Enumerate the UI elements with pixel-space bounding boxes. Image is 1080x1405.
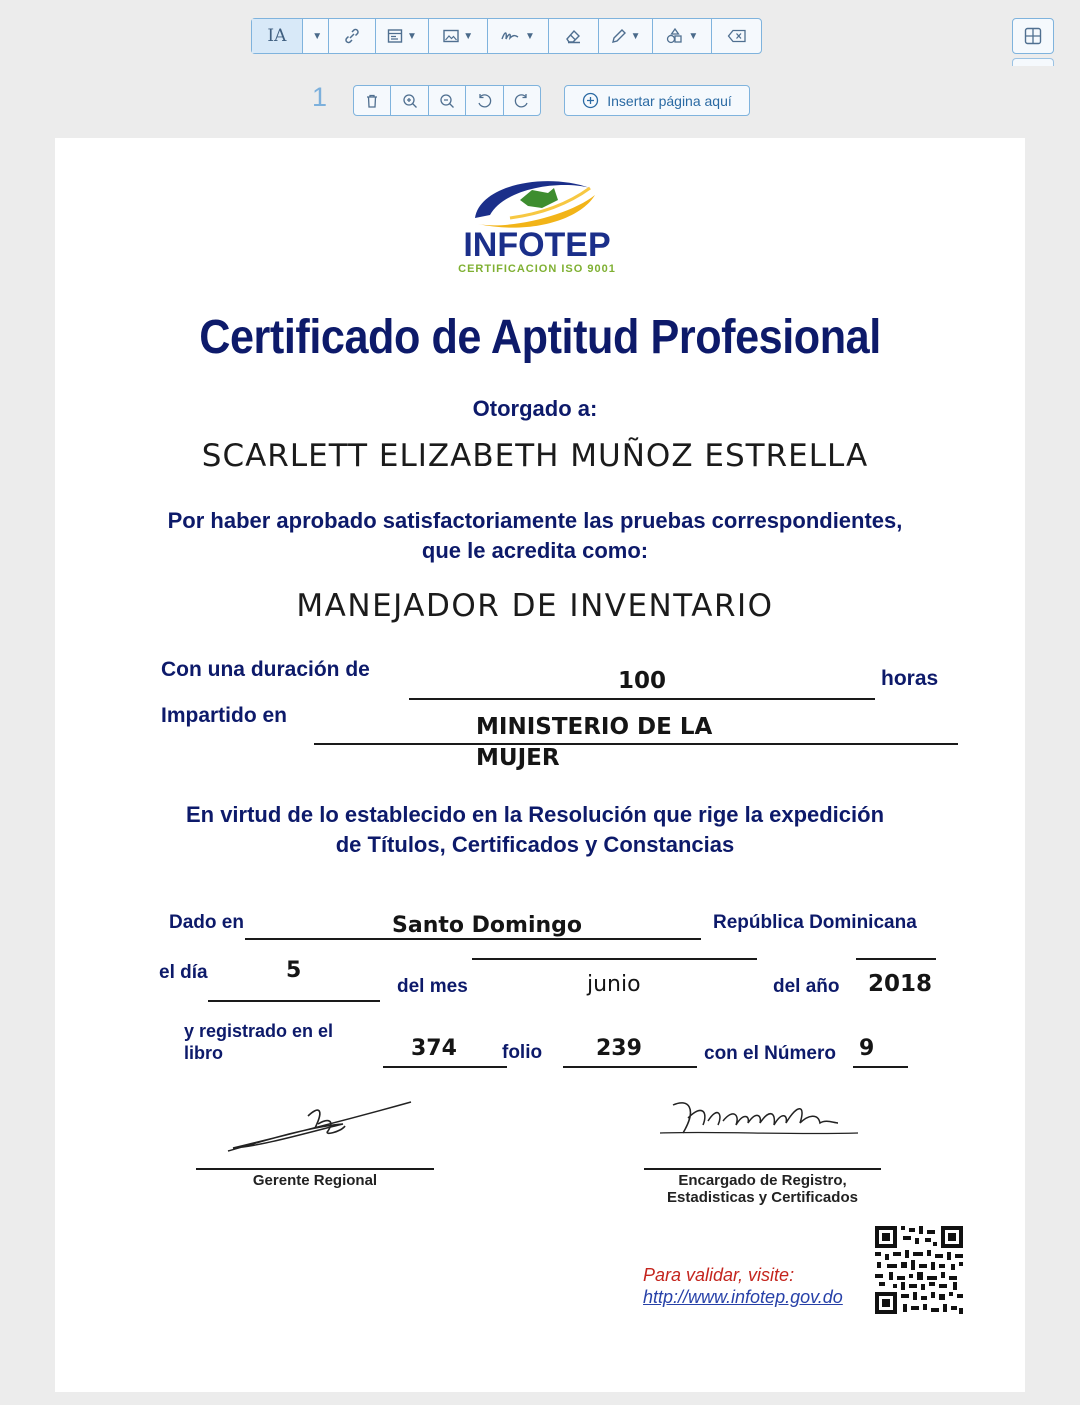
- year-value: 2018: [868, 971, 933, 997]
- rotate-right-icon: [514, 93, 530, 109]
- institution-underline: [314, 743, 958, 745]
- image-tool-button[interactable]: [429, 19, 488, 53]
- rotate-left-button[interactable]: [466, 86, 503, 115]
- plus-circle-icon: [582, 92, 599, 109]
- form-icon: [387, 28, 403, 44]
- institution-line-1: MINISTERIO DE LA: [476, 714, 713, 740]
- rotate-left-icon: [476, 93, 492, 109]
- trash-icon: [364, 93, 380, 109]
- certificate-page: [55, 138, 1025, 1392]
- recipient-name: SCARLETT ELIZABETH MUÑOZ ESTRELLA: [201, 438, 869, 474]
- collapsed-panel-button[interactable]: [1012, 58, 1054, 66]
- reason-line-1: Por haber aprobado satisfactoriamente las pruebas correspondientes,: [167, 508, 903, 533]
- institution-line-2: MUJER: [476, 745, 560, 771]
- registered-label-line-2: libro: [184, 1043, 223, 1063]
- occupation: MANEJADOR DE INVENTARIO: [296, 588, 774, 624]
- page-tools: [353, 85, 541, 116]
- ai-tool-button[interactable]: [252, 19, 303, 53]
- resolution-text: [55, 800, 1015, 860]
- draw-tool-button[interactable]: [488, 19, 549, 53]
- hours-label: horas: [881, 667, 939, 690]
- shapes-icon: [666, 28, 684, 44]
- insert-page-label: Insertar página aquí: [607, 92, 732, 109]
- number-underline: [853, 1066, 908, 1068]
- validate-link[interactable]: http://www.infotep.gov.do: [643, 1287, 843, 1307]
- chevron-down-icon: ▼: [524, 30, 535, 42]
- pencil-icon: [611, 28, 627, 44]
- folio-label: folio: [502, 1042, 543, 1063]
- chevron-down-icon: ▼: [688, 30, 699, 42]
- eraser-tool-button[interactable]: [549, 19, 599, 53]
- given-label: Dado en: [169, 912, 244, 933]
- chevron-down-icon: ▼: [463, 30, 474, 42]
- year-overline: [856, 958, 936, 960]
- qr-code: [873, 1224, 965, 1316]
- year-label: del año: [773, 976, 840, 997]
- registered-label: [184, 1020, 333, 1064]
- registered-label-line-1: y registrado en el: [184, 1021, 334, 1041]
- right-caption-line-2: Estadisticas y Certificados: [667, 1189, 858, 1206]
- month-label: del mes: [397, 976, 468, 997]
- rotate-right-button[interactable]: [504, 86, 540, 115]
- signature-icon: [501, 29, 521, 43]
- right-caption-line-1: Encargado de Registro,: [678, 1172, 847, 1189]
- delete-page-button[interactable]: [354, 86, 391, 115]
- zoom-in-icon: [402, 93, 418, 109]
- zoom-out-button[interactable]: [429, 86, 466, 115]
- zoom-in-button[interactable]: [391, 86, 428, 115]
- month-overline: [472, 958, 757, 960]
- logo-subtitle: CERTIFICACION ISO 9001: [458, 263, 616, 275]
- grid-view-button[interactable]: [1012, 18, 1054, 54]
- number-value: 9: [859, 1036, 875, 1061]
- left-signature-caption: Gerente Regional: [252, 1172, 378, 1189]
- imparted-label: Impartido en: [161, 704, 288, 727]
- city-value: Santo Domingo: [392, 913, 583, 938]
- folio-value: 239: [596, 1036, 642, 1061]
- country-label: República Dominicana: [713, 912, 917, 933]
- link-icon: [343, 27, 361, 45]
- month-value: junio: [587, 972, 641, 997]
- book-underline: [383, 1066, 507, 1068]
- left-signature-line: [196, 1168, 434, 1170]
- duration-underline: [409, 698, 875, 700]
- delete-tool-button[interactable]: [712, 19, 761, 53]
- image-icon: [443, 29, 459, 43]
- eraser-icon: [564, 28, 582, 44]
- folio-underline: [563, 1066, 697, 1068]
- editor-toolbar: [251, 18, 762, 54]
- resolution-line-1: En virtud de lo establecido en la Resolución que rige la expedición: [185, 802, 885, 827]
- left-signature: [223, 1096, 423, 1156]
- chevron-down-icon: ▼: [406, 30, 417, 42]
- number-label: con el Número: [704, 1043, 836, 1064]
- resolution-line-2: de Títulos, Certificados y Constancias: [335, 832, 735, 857]
- certificate-title: Certificado de Aptitud Profesional: [199, 311, 881, 364]
- right-signature-caption: [644, 1172, 881, 1206]
- chevron-down-icon: ▼: [630, 30, 641, 42]
- city-underline: [245, 938, 701, 940]
- duration-value: 100: [617, 668, 666, 694]
- book-value: 374: [411, 1036, 457, 1061]
- validate-text: Para validar, visite:: [643, 1265, 795, 1285]
- infotep-logo: [450, 160, 625, 280]
- logo-text: INFOTEP: [463, 226, 611, 264]
- reason-line-2: que le acredita como:: [421, 538, 649, 563]
- ai-tool-dropdown[interactable]: [303, 19, 329, 53]
- zoom-out-icon: [439, 93, 455, 109]
- right-signature-line: [644, 1168, 881, 1170]
- right-signature: [658, 1093, 868, 1153]
- shapes-tool-button[interactable]: [653, 19, 712, 53]
- grid-icon: [1024, 27, 1042, 45]
- day-value: 5: [286, 958, 302, 983]
- day-label: el día: [159, 962, 208, 983]
- form-tool-button[interactable]: [376, 19, 430, 53]
- reason-text: [55, 506, 1015, 566]
- insert-page-button[interactable]: [564, 85, 750, 116]
- link-tool-button[interactable]: [329, 19, 376, 53]
- awarded-label: Otorgado a:: [472, 396, 598, 421]
- day-underline: [208, 1000, 380, 1002]
- page-number: 1: [312, 82, 328, 112]
- backspace-icon: [727, 29, 747, 43]
- chevron-down-icon: ▼: [312, 30, 323, 42]
- duration-label: Con una duración de: [161, 658, 370, 681]
- ai-tool-label: IA: [267, 26, 287, 46]
- highlight-tool-button[interactable]: [599, 19, 654, 53]
